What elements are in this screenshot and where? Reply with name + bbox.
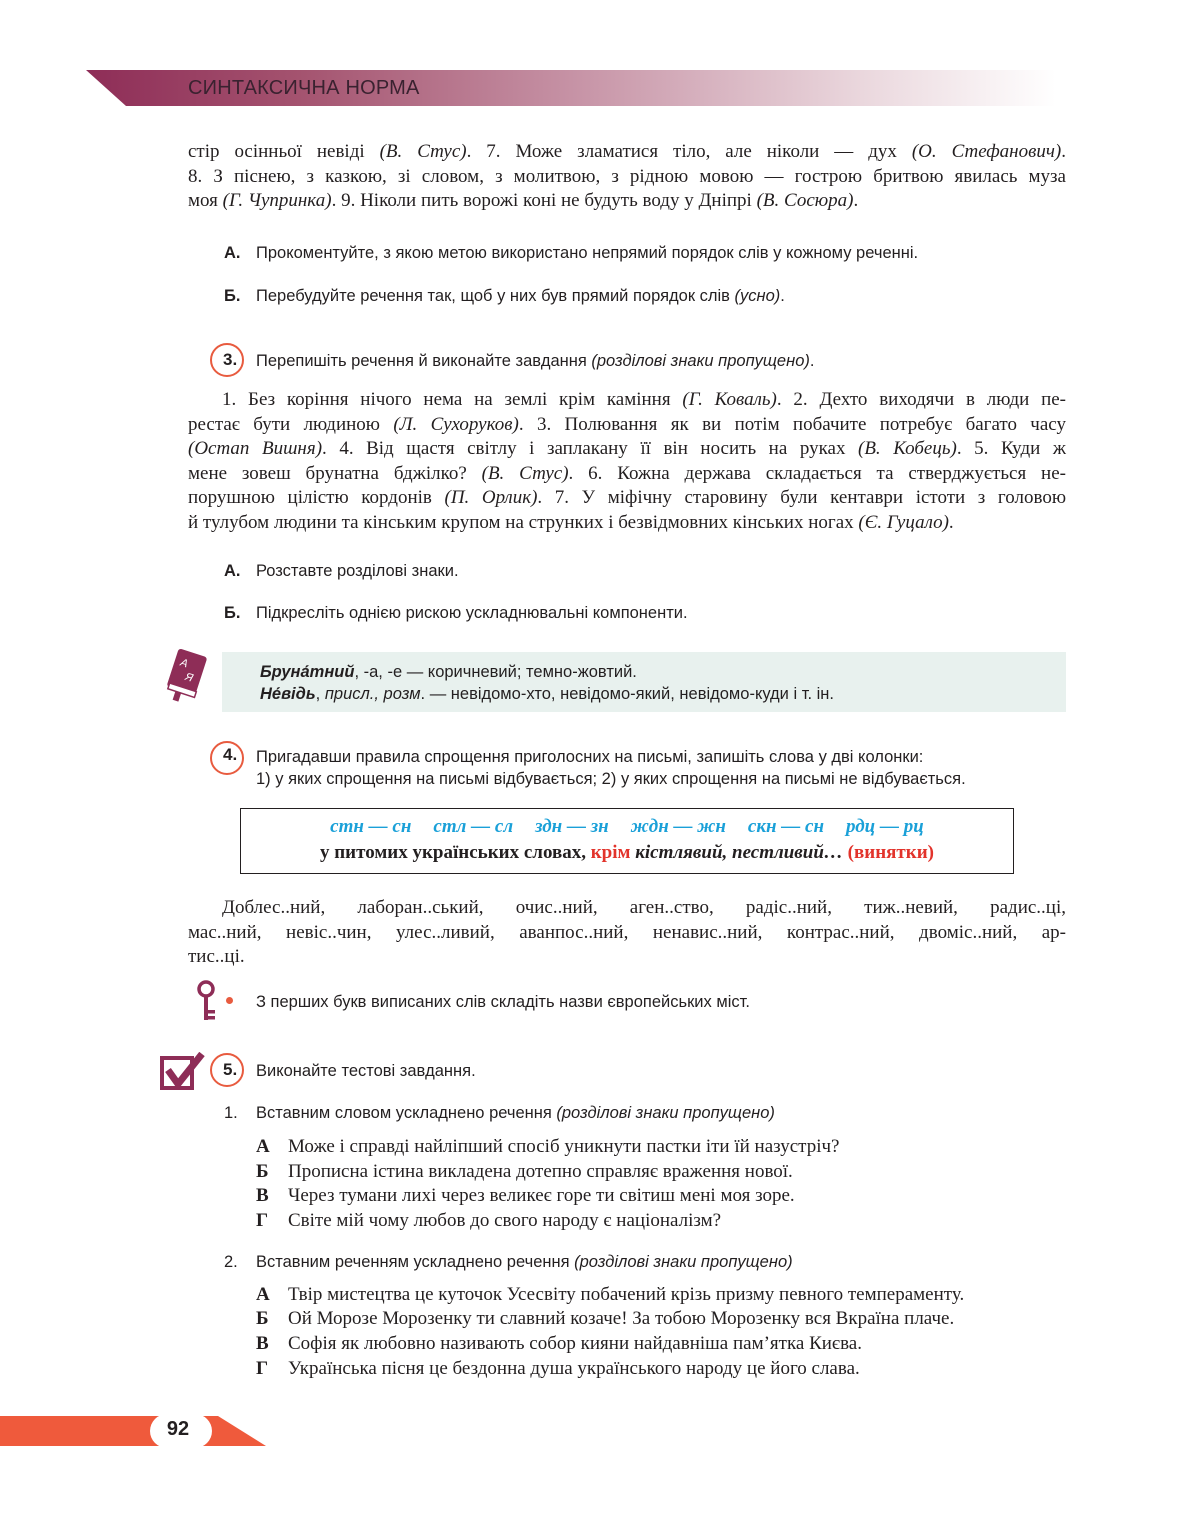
answer-option: А Твір мистецтва це куточок Усесвіту побачений крізь призму певного темпераменту.: [256, 1284, 965, 1305]
subtask-a: А. Прокоментуйте, з якою метою використано непрямий порядок слів у кожному реченні.: [224, 244, 919, 262]
bullet-dot: [226, 997, 233, 1004]
book-icon: [160, 646, 214, 704]
task-title: Виконайте тестові завдання.: [256, 1062, 476, 1080]
page-header-title: СИНТАКСИЧНА НОРМА: [188, 77, 420, 99]
key-icon: [194, 980, 218, 1024]
task3-sentences: [188, 388, 1066, 536]
subtask-b: Б. Перебудуйте речення так, щоб у них був прямий порядок слів (усно).: [224, 287, 785, 305]
answer-option: А Може і справді найліпший спосіб уникнути пастки іти їй назустріч?: [256, 1136, 840, 1157]
page-number: 92: [166, 1418, 190, 1440]
task-number: 5.: [223, 1060, 238, 1079]
sentence-line: 1. Без коріння нічого нема на землі крім каміння (Г. Коваль). 2. Дехто виходячи в люди пе-: [222, 389, 1066, 410]
dictionary-entry: Не́вiдь, присл., розм. — невідомо-хто, невідомо-який, невідомо-куди і т. ін.: [260, 685, 834, 703]
sentence-line: (Остап Вишня). 4. Від щастя світлу і заплакану її він носить на руках (В. Кобець). 5. Куди ж: [188, 438, 1066, 460]
answer-option: Б Ой Морозе Морозенку ти славний козаче! За тобою Морозенку вся Вкраїна плаче.: [256, 1308, 955, 1329]
rule-pairs: [240, 816, 1014, 838]
rule-pair: ждн — жн: [630, 816, 726, 837]
answer-option: Б Прописна істина викладена дотепно справляє враження нової.: [256, 1161, 793, 1182]
subtask-b: Б. Підкресліть однією рискою ускладнювальні компоненти.: [224, 604, 688, 622]
rule-pair: рдц — рц: [846, 816, 924, 837]
task-title: Перепишіть речення й виконайте завдання (розділові знаки пропущено).: [256, 352, 815, 370]
key-task: З перших букв виписаних слів складіть назви європейських міст.: [256, 993, 750, 1011]
subtask-a: А. Розставте розділові знаки.: [224, 562, 459, 580]
answer-option: Г Світе мій чому любов до свого народу є націоналізм?: [256, 1210, 722, 1231]
rule-pair: стл — сл: [433, 816, 514, 837]
task-title: 1) у яких спрощення на письмі відбувається; 2) у яких спрощення на письмі не відбувається.: [256, 770, 966, 788]
dictionary-entry: Бруна́тний, -а, -е — коричневий; темно-жовтий.: [260, 663, 637, 681]
question-1: 1. Вставним словом ускладнено речення (розділові знаки пропущено): [224, 1104, 775, 1122]
words-line: мас..ний, невіс..чин, улес..ливий, аванпос..ний, ненавис..ний, контрас..ний, двоміс..ний, ар-: [188, 921, 1066, 943]
rule-pair: скн — сн: [747, 816, 824, 837]
intro-line: моя (Г. Чупринка). 9. Ніколи пить ворожі коні не будуть воду у Дніпрі (В. Сосюра).: [188, 190, 859, 212]
svg-text:Я: Я: [183, 670, 195, 685]
sentence-line: рестає бути людиною (Л. Сухоруков). 3. Полювання як ви потім побачите потребує багато часу: [188, 413, 1066, 435]
question-2: 2. Вставним реченням ускладнено речення (розділові знаки пропущено): [224, 1253, 793, 1271]
answer-option: В Софія як любовно називають собор кияни найдавніша пам’ятка Києва.: [256, 1333, 862, 1354]
footer-band: [0, 1416, 266, 1446]
answer-option: Г Українська пісня це бездонна душа українського народу це його слава.: [256, 1358, 860, 1379]
svg-text:А: А: [178, 656, 190, 671]
intro-line: стір осінньої невіді (В. Стус). 7. Може зламатися тіло, але ніколи — дух (О. Стефанович).: [188, 141, 1066, 162]
rule-text: у питомих українських словах, крім кістлявий, пестливий… (винятки): [319, 842, 934, 863]
intro-paragraph: [188, 140, 1066, 214]
checkbox-icon: [160, 1052, 206, 1092]
sentence-line: мене зовеш брунатна бджілко? (В. Стус). 6. Кожна держава складається та стверджується не-: [188, 462, 1066, 484]
words-line: Доблес..ний, лаборан..ський, очис..ний, аген..ство, радіс..ний, тиж..невий, радис..ці,: [222, 897, 1066, 918]
sentence-line: порушною цілістю кордонів (П. Орлик). 7. У міфічну старовину були кентаври істоти з головою: [188, 487, 1067, 509]
task-title: Пригадавши правила спрощення приголосних на письмі, запишіть слова у дві колонки:: [256, 748, 924, 766]
sentence-line: й тулубом людини та кінським крупом на струнких і безвідмовних кінських ногах (Є. Гуцало).: [188, 511, 954, 533]
rule-pair: здн — зн: [535, 816, 609, 837]
rule-pair: стн — сн: [330, 816, 412, 837]
words-line: тис..ці.: [188, 946, 245, 968]
task4-words: [188, 896, 1066, 970]
task-number: 4.: [223, 745, 238, 764]
answer-option: В Через тумани лихі через великеє горе ти світиш мені моя зоре.: [256, 1185, 795, 1206]
intro-line: 8. З піснею, з казкою, зі словом, з молитвою, з рідною мовою — гострою бритвою явилась муза: [188, 165, 1066, 187]
task-number: 3.: [223, 350, 238, 369]
